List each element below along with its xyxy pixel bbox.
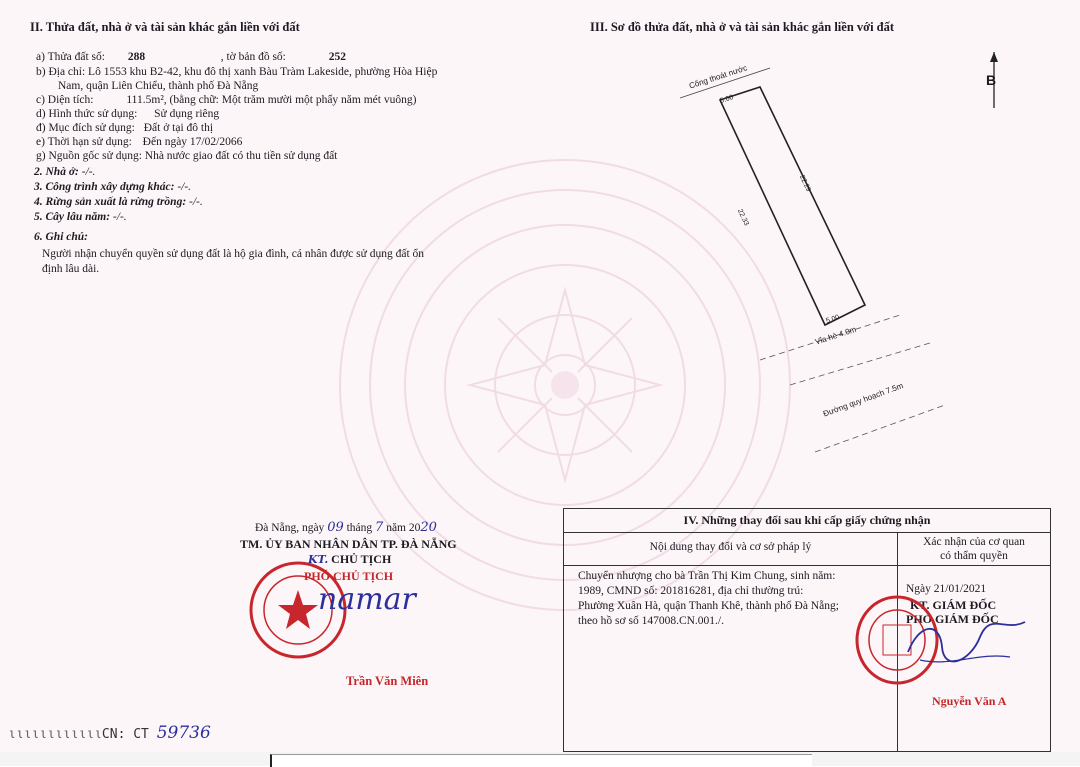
other-works-value: -/-. [177,181,192,193]
house-label: 2. Nhà ở: [34,166,79,178]
chairman-signature: namar [318,582,416,617]
dim-left: 22.33 [735,208,750,227]
address-line-2: Nam, quận Liên Chiểu, thành phố Đà Nẵng [58,80,259,92]
sign-year: 20 [420,520,437,535]
certificate-serial: ιιιιιιιιιιιιCN: CT 59736 [8,723,211,743]
parcel-label: a) Thửa đất số: [36,51,105,63]
forest-label: 4. Rừng sản xuất là rừng trồng: [34,196,187,208]
parcel-line [36,51,346,63]
parcel-outline [720,87,865,325]
change-content-line2: 1989, CMND số: 201816281, địa chỉ thường trú: [578,585,804,597]
usage-form-label: d) Hình thức sử dụng: [36,108,138,120]
note-line-1: Người nhận chuyển quyền sử dụng đất là hộ gia đình, cá nhân được sử dụng đất ổn [42,248,425,260]
note-label: 6. Ghi chú: [34,231,88,243]
other-works-label: 3. Công trình xây dựng khác: [34,181,175,193]
land-plot-diagram [660,60,960,480]
forest-value: -/-. [189,196,203,208]
sign-role: KT. CHỦ TỊCH [308,552,392,566]
col1-header: Nội dung thay đổi và cơ sở pháp lý [649,541,812,553]
vice-role: PHÓ CHỦ TỊCH [304,569,394,583]
forest-line [34,196,203,208]
term-label: e) Thời hạn sử dụng: [36,136,132,148]
section-4-title: IV. Những thay đổi sau khi cấp giấy chứng nhận [683,513,931,527]
road-label: Đường quy hoạch 7.5m [822,381,905,419]
sign-month: 7 [375,520,384,535]
house-line [34,166,95,178]
note-line-2: định lâu dài. [42,263,100,275]
address-line-1: b) Địa chỉ: Lô 1553 khu B2-42, khu đô thị xanh Bàu Tràm Lakeside, phường Hòa Hiệp [36,66,438,78]
other-works-line [34,181,191,193]
change-content-line1: Chuyển nhượng cho bà Trần Thị Kim Chung, sinh năm: [578,570,836,582]
usage-form-line [36,108,219,120]
drain-label: Cống thoát nước [688,63,749,91]
area-label: c) Diện tích: [36,94,94,106]
chairman-name: Trần Văn Miên [346,674,429,688]
section-2-title: II. Thửa đất, nhà ở và tài sản khác gắn liền với đất [30,20,300,34]
purpose-line [36,122,213,134]
house-value: -/-. [81,166,96,178]
perennial-line [34,211,127,223]
confirm-name: Nguyễn Văn A [932,694,1007,708]
change-content-line4: theo hồ sơ số 147008.CN.001./. [578,615,725,627]
bottom-strip [0,752,1080,766]
change-content-line3: Phường Xuân Hà, quận Thanh Khê, thành phố Đà Nẵng; [578,600,839,612]
origin-line: g) Nguồn gốc sử dụng: Nhà nước giao đất có thu tiền sử dụng đất [36,150,338,162]
perennial-label: 5. Cây lâu năm: [34,211,111,223]
sign-org: TM. ỦY BAN NHÂN DÂN TP. ĐÀ NẴNG [240,537,457,551]
col2-header-line1: Xác nhận của cơ quan [923,536,1025,548]
map-sheet-label: , tờ bản đồ số: [220,51,286,63]
purpose-value: Đất ở tại đô thị [143,122,214,134]
perennial-value: -/-. [112,211,127,223]
director-signature-icon [900,612,1030,672]
col2-header-line2: có thẩm quyền [940,550,1008,562]
map-sheet-number: 252 [328,51,346,63]
confirm-date: Ngày 21/01/2021 [906,583,987,595]
sidewalk-label: Vỉa hè 4.0m [814,324,858,347]
term-value: Đến ngày 17/02/2066 [142,136,243,148]
area-line [36,94,416,106]
dim-top: 5.00 [719,94,735,105]
parcel-number: 288 [127,51,146,63]
serial-handwritten: 59736 [156,723,211,743]
confirm-role1: KT. GIÁM ĐỐC [910,598,997,612]
bottom-bar [270,754,812,767]
confirm-role2: PHÓ GIÁM ĐỐC [906,612,999,626]
term-line [36,136,242,148]
sign-date: Đà Nẵng, ngày 09 tháng 7 năm 2020 [255,520,437,535]
usage-form-value: Sử dụng riêng [154,108,220,120]
sign-day: 09 [327,520,344,535]
purpose-label: đ) Mục đích sử dụng: [36,122,135,134]
dim-bottom: 5.00 [825,314,841,325]
dim-right: 22.29 [797,174,812,193]
area-value: 111.5m², (bằng chữ: Một trăm mười một phẩy năm mét vuông) [126,94,417,106]
sidewalk-line-2 [790,343,930,385]
north-label: B [986,72,997,88]
section-3-title: III. Sơ đồ thửa đất, nhà ở và tài sản khác gắn liền với đất [590,20,895,34]
